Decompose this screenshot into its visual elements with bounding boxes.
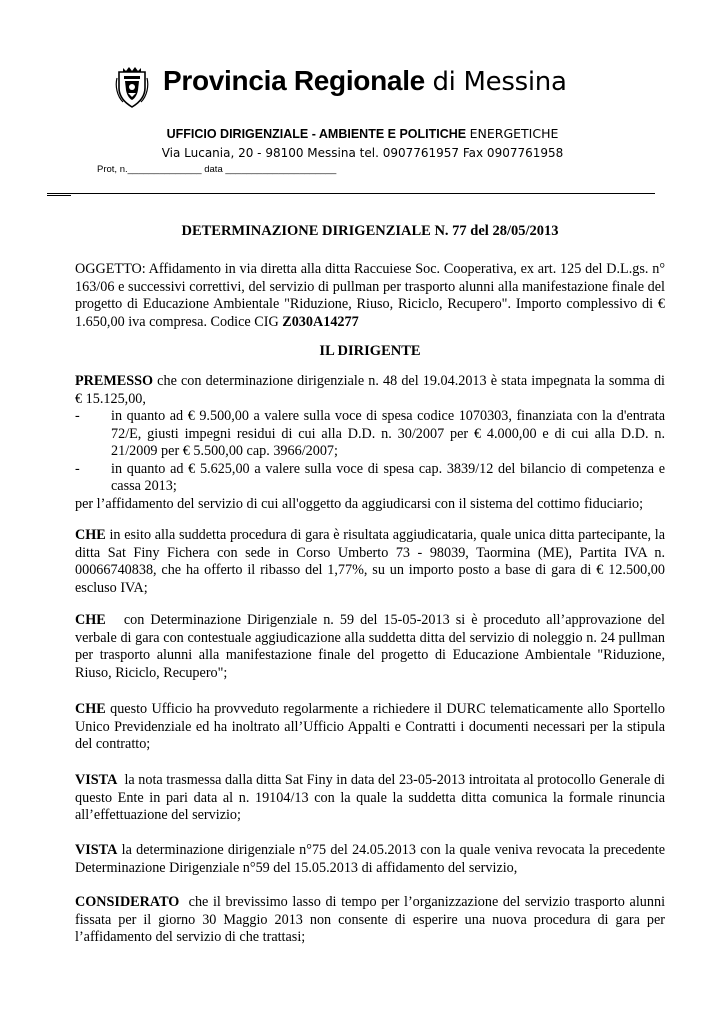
oggetto-paragraph (75, 261, 665, 331)
che-section-3 (75, 701, 665, 754)
premesso-keyword: PREMESSO (75, 373, 154, 389)
vista-paragraph-1 (75, 772, 665, 825)
considerato-section (75, 894, 665, 947)
bullet-dash: - (75, 460, 80, 477)
vista-section-1 (75, 772, 665, 825)
header-divider (47, 193, 655, 194)
che-text-1: in esito alla suddetta procedura di gara è risultata aggiudicataria, quale unica ditta partecipante, la ditta Sat Finy Fichera con sede in Corso Umberto 73 - 98039, Taormina (ME), Partita IVA n. 00066740838, che ha offerto il ribasso del 1,77%, su un importo posto a base di gara di € 12.500,00 escluso IVA; (75, 527, 666, 596)
che-text-2: con Determinazione Dirigenziale n. 59 del 15-05-2013 si è proceduto all’approvazione del verbale di gara con contestuale aggiudicazione alla suddetta ditta del servizio di noleggio n. 24 pullman per trasporto alunni alla manifestazione finale del progetto di Educazione Ambientale "Riduzione, Riuso, Riciclo, Recupero"; (75, 612, 666, 681)
vista-section-2 (75, 842, 665, 877)
premesso-text: che con determinazione dirigenziale n. 48 del 19.04.2013 è stata impegnata la somma di € 15.125,00, (75, 373, 665, 407)
premesso-tail: per l’affidamento del servizio di cui all'oggetto da aggiudicarsi con il sistema del cottimo fiduciario; (75, 495, 644, 512)
che-section-2 (75, 612, 665, 682)
office-name-rest: ENERGETICHE (469, 126, 559, 141)
considerato-keyword: CONSIDERATO (75, 894, 180, 910)
vista-paragraph-2 (75, 842, 665, 877)
premesso-bullet-2 (75, 461, 665, 496)
header-title-bold: Provincia Regionale (163, 65, 425, 96)
vista-keyword-2: VISTA (75, 842, 118, 858)
vista-text-2: la determinazione dirigenziale n°75 del 24.05.2013 con la quale veniva revocata la precedente Determinazione Dirigenziale n°59 del 15.05.2013 di affidamento del servizio, (75, 842, 665, 876)
oggetto-text: OGGETTO: Affidamento in via diretta alla ditta Raccuiese Soc. Cooperativa, ex art. 125 del D.L.gs. n° 163/06 e successivi correttivi, del servizio di pullman per trasporto alunni alla manifestazione finale del progetto di Educazione Ambientale "Riduzione, Riuso, Riciclo, Recupero". Importo complessivo di € 1.650,00 iva compresa. Codice CIG (75, 261, 665, 330)
dirigente-heading-text: IL DIRIGENTE (319, 343, 421, 359)
dirigente-heading (75, 343, 665, 361)
coat-of-arms-icon (115, 66, 149, 108)
che-section-1 (75, 527, 665, 597)
oggetto-section (75, 261, 665, 331)
che-keyword-2: CHE (75, 612, 106, 628)
office-name-bold: UFFICIO DIRIGENZIALE - AMBIENTE E POLITICHE (166, 127, 467, 141)
che-paragraph-2 (75, 612, 665, 682)
office-address: Via Lucania, 20 - 98100 Messina tel. 0907761957 Fax 0907761958 (161, 146, 564, 160)
premesso-bullet-2-text: in quanto ad € 5.625,00 a valere sulla voce di spesa cap. 3839/12 del bilancio di competenza e cassa 2013; (111, 460, 665, 494)
che-paragraph-1 (75, 527, 665, 597)
considerato-paragraph (75, 894, 665, 947)
protocol-line: Prot, n.______________ data _____________________ (97, 164, 337, 175)
che-text-3: questo Ufficio ha provveduto regolarmente a richiedere il DURC telematicamente allo Sportello Unico Previdenziale ed ha inoltrato all’Ufficio Appalti e Contratti i documenti necessari per la stipula del contratto; (75, 701, 666, 752)
header-title-light: di Messina (432, 67, 567, 97)
cig-code: Z030A14277 (282, 313, 359, 330)
che-paragraph-3 (75, 701, 665, 754)
premesso-bullet-1-text: in quanto ad € 9.500,00 a valere sulla voce di spesa codice 1070303, finanziata con la d'entrata 72/E, giusti impegni residui di cui alla D.D. n. 30/2007 per € 4.000,00 e di cui alla D.D. n. 21/2009 per € 5.500,00 cap. 3966/2007; (111, 408, 665, 459)
premesso-section (75, 373, 665, 513)
vista-text-1: la nota trasmessa dalla ditta Sat Finy in data del 23-05-2013 introitata al protocollo Generale di questo Ente in pari data al n. 19104/13 con la quale la suddetta ditta comunica la formale rinuncia all’effettuazione del servizio; (75, 772, 665, 823)
determination-title (75, 223, 665, 241)
bullet-dash: - (75, 408, 80, 424)
header-divider-stub (47, 195, 71, 196)
determination-title-text: DETERMINAZIONE DIRIGENZIALE N. 77 del 28/05/2013 (181, 223, 559, 239)
office-name (0, 125, 725, 143)
premesso-paragraph (75, 373, 665, 408)
considerato-text: che il brevissimo lasso di tempo per l’organizzazione del servizio trasporto alunni fissata per il giorno 30 Maggio 2013 non consente di esperire una nuova procedura di gara per l’affidamento del servizio di che trattasi; (75, 894, 666, 945)
header-title (163, 62, 567, 101)
premesso-bullet-1 (75, 408, 665, 461)
che-keyword-1: CHE (75, 527, 106, 543)
che-keyword-3: CHE (75, 701, 106, 717)
vista-keyword-1: VISTA (75, 772, 118, 788)
